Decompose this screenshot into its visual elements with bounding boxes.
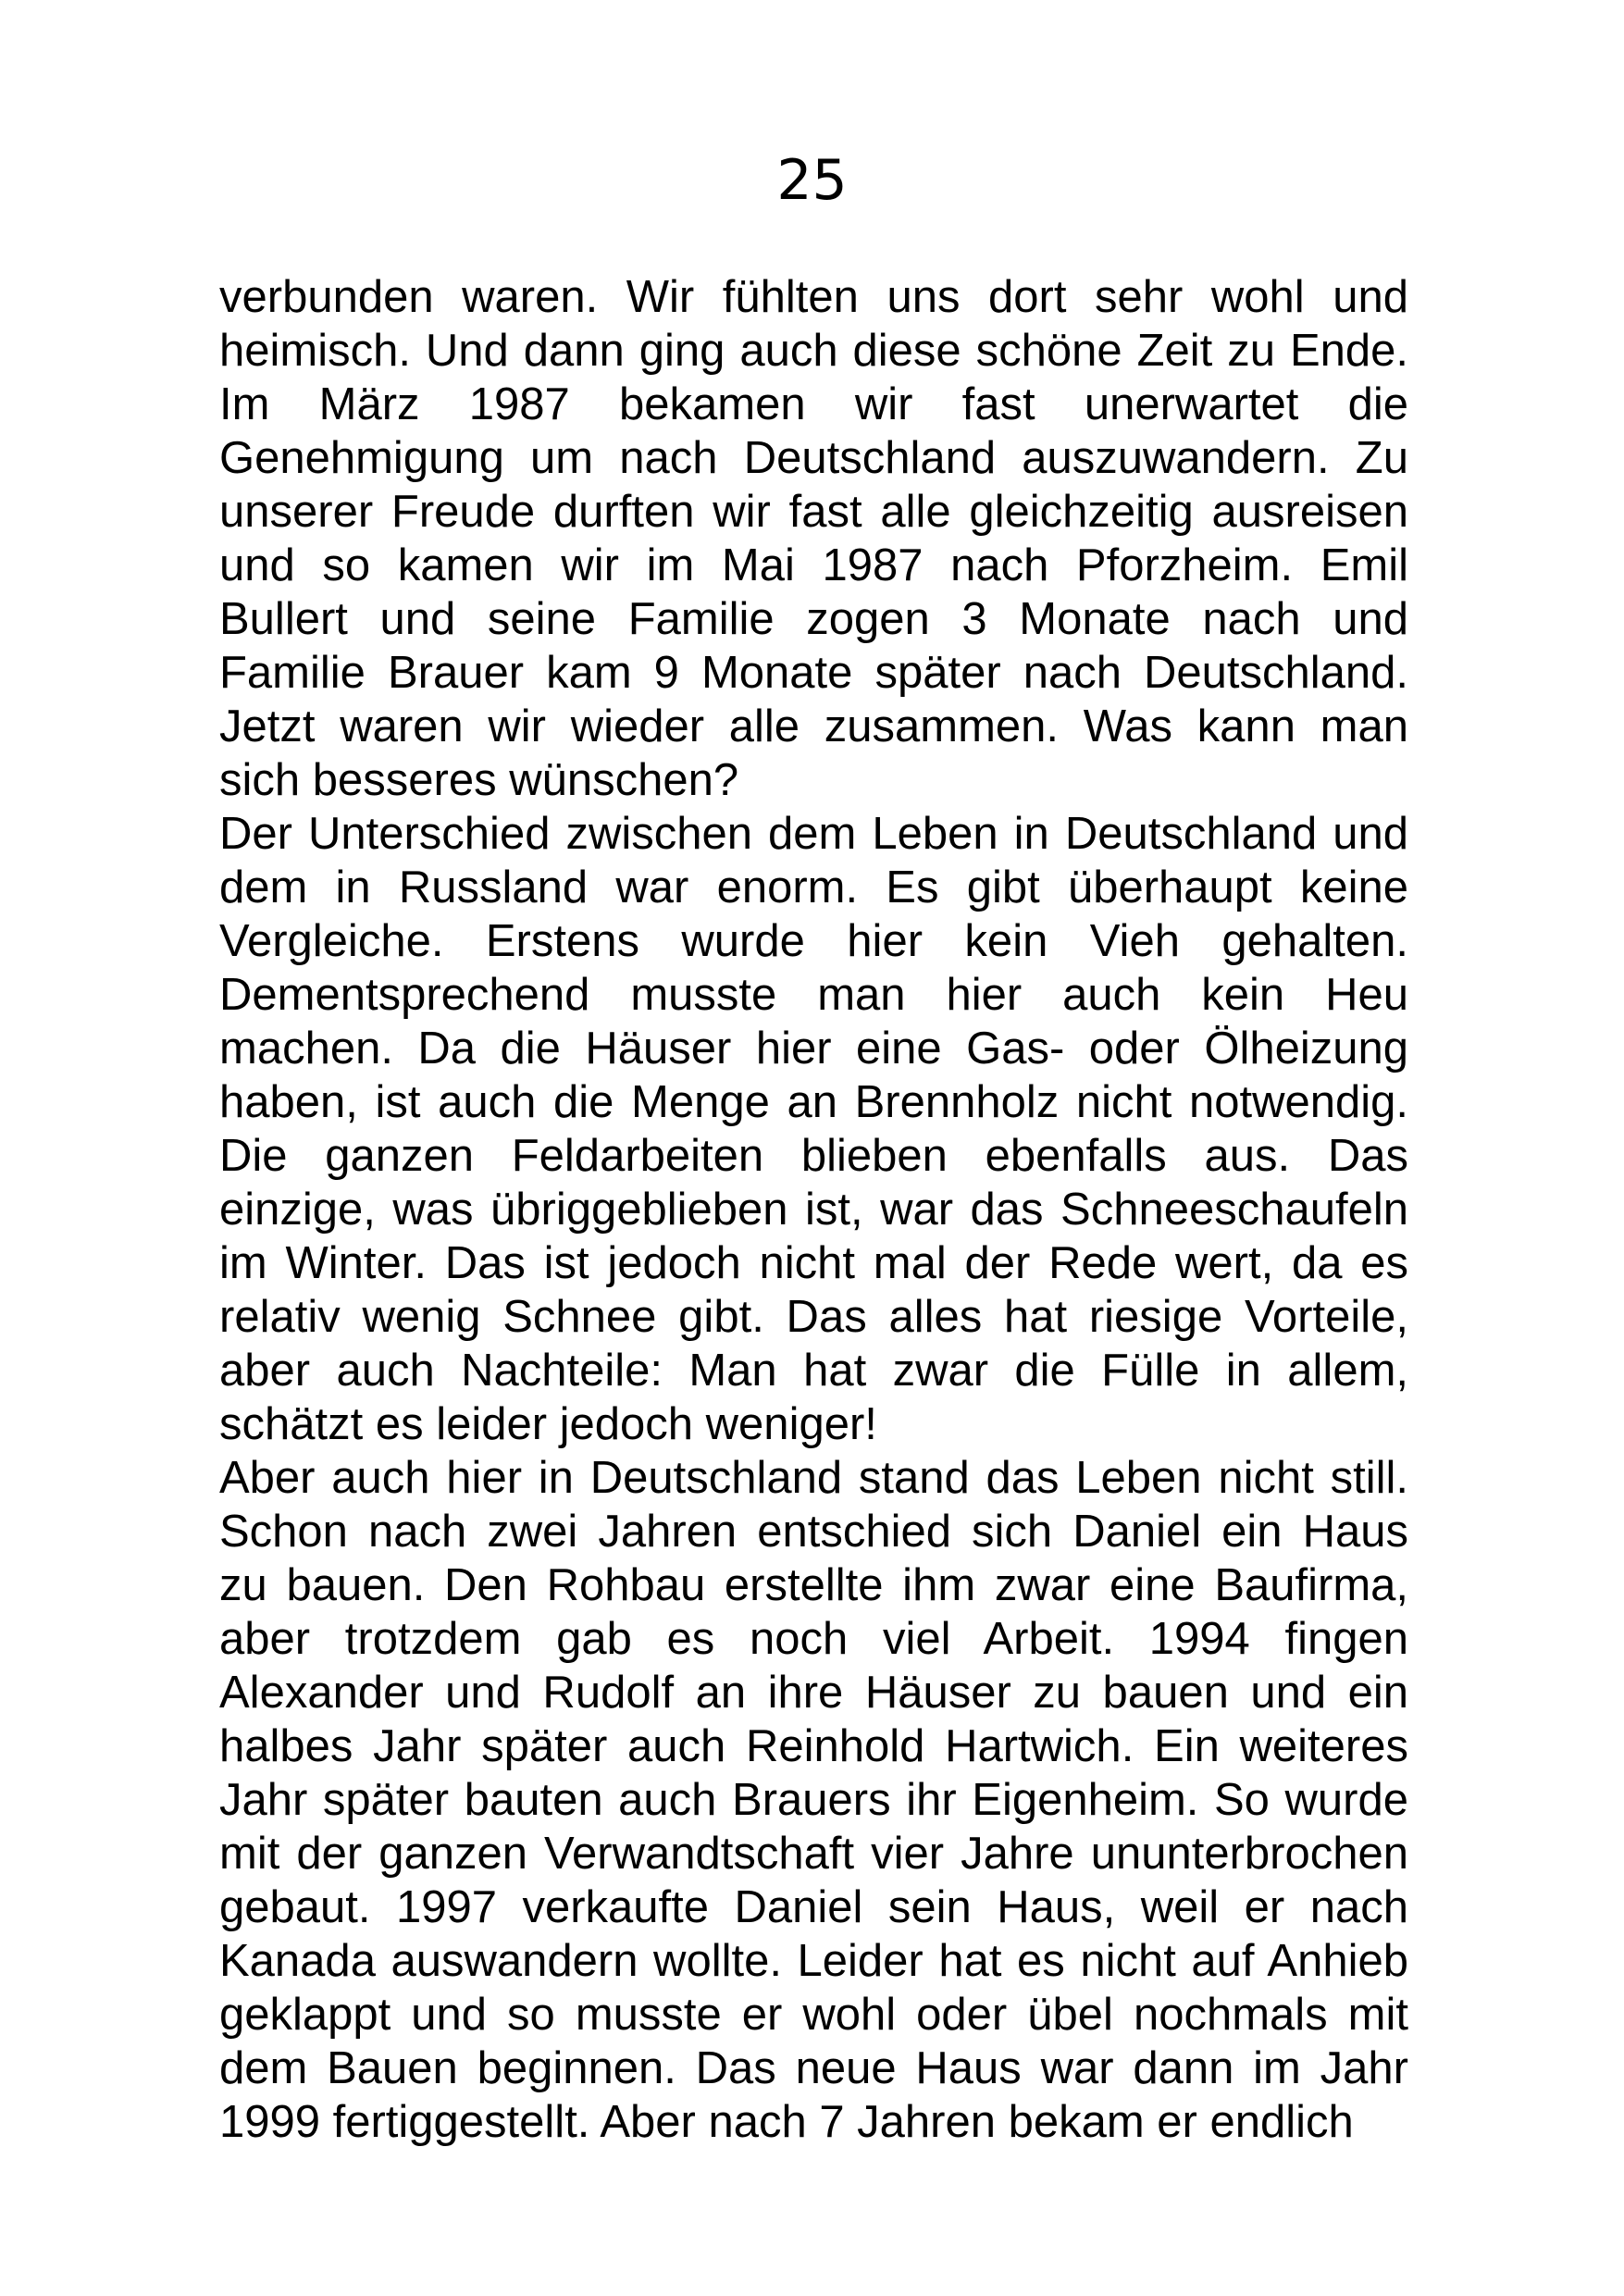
text-line: zu bauen. Den Rohbau erstellte ihm zwar eine Baufirma, <box>219 1560 1408 1610</box>
text-line: Vergleiche. Erstens wurde hier kein Vieh gehalten. <box>219 916 1408 966</box>
text-line: Kanada auswandern wollte. Leider hat es nicht auf Anhieb <box>219 1936 1408 1986</box>
text-line: Der Unterschied zwischen dem Leben in Deutschland und <box>219 809 1408 859</box>
text-line: machen. Da die Häuser hier eine Gas- oder Ölheizung <box>219 1024 1408 1074</box>
text-line: mit der ganzen Verwandtschaft vier Jahre ununterbrochen <box>219 1829 1408 1879</box>
body-text <box>219 270 1408 2149</box>
text-line: dem in Russland war enorm. Es gibt überhaupt keine <box>219 863 1408 912</box>
text-line: Jetzt waren wir wieder alle zusammen. Was kann man <box>219 701 1408 751</box>
text-line: gebaut. 1997 verkaufte Daniel sein Haus, weil er nach <box>219 1882 1408 1932</box>
text-line: relativ wenig Schnee gibt. Das alles hat riesige Vorteile, <box>219 1292 1408 1342</box>
text-line: Im März 1987 bekamen wir fast unerwartet die <box>219 379 1408 429</box>
text-line: dem Bauen beginnen. Das neue Haus war dann im Jahr <box>219 2043 1408 2093</box>
paragraph <box>219 807 1408 1451</box>
text-line: Genehmigung um nach Deutschland auszuwandern. Zu <box>219 433 1408 483</box>
text-line: aber auch Nachteile: Man hat zwar die Fülle in allem, <box>219 1346 1408 1396</box>
text-line: einzige, was übriggeblieben ist, war das Schneeschaufeln <box>219 1185 1408 1235</box>
text-line: Jahr später bauten auch Brauers ihr Eigenheim. So wurde <box>219 1775 1408 1825</box>
text-line: Aber auch hier in Deutschland stand das Leben nicht still. <box>219 1453 1408 1503</box>
text-line: Bullert und seine Familie zogen 3 Monate nach und <box>219 594 1408 644</box>
paragraph <box>219 1451 1408 2149</box>
paragraph <box>219 270 1408 807</box>
text-line: und so kamen wir im Mai 1987 nach Pforzheim. Emil <box>219 540 1408 590</box>
text-line: heimisch. Und dann ging auch diese schöne Zeit zu Ende. <box>219 326 1408 376</box>
text-line: schätzt es leider jedoch weniger! <box>219 1399 877 1449</box>
text-line: Schon nach zwei Jahren entschied sich Daniel ein Haus <box>219 1507 1408 1557</box>
text-line: verbunden waren. Wir fühlten uns dort sehr wohl und <box>219 272 1408 322</box>
text-line: aber trotzdem gab es noch viel Arbeit. 1994 fingen <box>219 1614 1408 1664</box>
text-line: halbes Jahr später auch Reinhold Hartwich. Ein weiteres <box>219 1721 1408 1771</box>
text-line: Die ganzen Feldarbeiten blieben ebenfalls aus. Das <box>219 1131 1408 1181</box>
text-line: Dementsprechend musste man hier auch kein Heu <box>219 970 1408 1020</box>
text-line: 1999 fertiggestellt. Aber nach 7 Jahren bekam er endlich <box>219 2097 1354 2147</box>
text-line: im Winter. Das ist jedoch nicht mal der Rede wert, da es <box>219 1238 1408 1288</box>
text-line: unserer Freude durften wir fast alle gleichzeitig ausreisen <box>219 487 1408 537</box>
text-line: sich besseres wünschen? <box>219 755 739 805</box>
text-line: haben, ist auch die Menge an Brennholz nicht notwendig. <box>219 1077 1408 1127</box>
text-line: Familie Brauer kam 9 Monate später nach Deutschland. <box>219 648 1408 698</box>
text-line: geklappt und so musste er wohl oder übel nochmals mit <box>219 1990 1408 2040</box>
page-number: 25 <box>776 148 848 213</box>
text-line: Alexander und Rudolf an ihre Häuser zu bauen und ein <box>219 1668 1408 1718</box>
